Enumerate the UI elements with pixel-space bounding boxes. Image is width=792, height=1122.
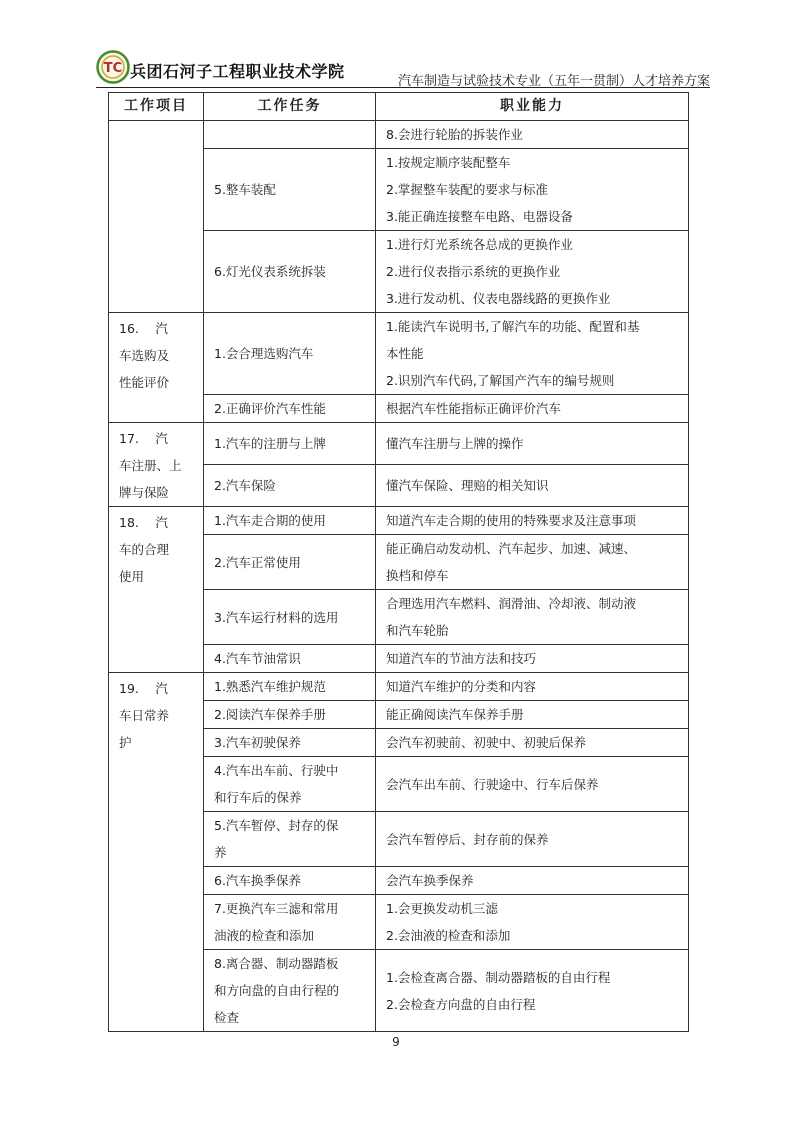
column-header: 工作项目	[109, 93, 204, 121]
ability-item: 3.进行发动机、仪表电器线路的更换作业	[386, 291, 611, 306]
work-project-cell	[109, 507, 204, 673]
ability-cell	[376, 149, 689, 231]
work-task-cell	[204, 645, 376, 673]
work-task-cell	[204, 673, 376, 701]
table-row	[109, 673, 689, 701]
ability-item: 2.会检查方向盘的自由行程	[386, 996, 536, 1012]
work-task-label: 7.更换汽车三滤和常用 油液的检查和添加	[214, 901, 339, 943]
ability-cell	[376, 812, 689, 867]
work-task-label: 6.灯光仪表系统拆装	[214, 264, 326, 279]
work-task-label: 4.汽车出车前、行驶中 和行车后的保养	[214, 763, 339, 805]
work-task-label: 2.正确评价汽车性能	[214, 401, 326, 416]
ability-cell	[376, 313, 689, 395]
work-task-cell	[204, 590, 376, 645]
ability-cell	[376, 507, 689, 535]
work-task-label: 8.离合器、制动器踏板 和方向盘的自由行程的 检查	[214, 956, 340, 1025]
document-title: 汽车制造与试验技术专业（五年一贯制）人才培养方案	[397, 74, 710, 89]
ability-cell	[376, 535, 689, 590]
table-row	[109, 313, 689, 395]
work-task-label: 3.汽车初驶保养	[214, 735, 301, 750]
ability-item: 1.能读汽车说明书,了解汽车的功能、配置和基 本性能	[386, 319, 640, 361]
work-task-label: 1.汽车的注册与上牌	[214, 436, 326, 451]
work-task-cell	[204, 535, 376, 590]
ability-cell	[376, 645, 689, 673]
work-task-label: 1.汽车走合期的使用	[214, 513, 326, 528]
work-task-label: 5.汽车暂停、封存的保 养	[214, 818, 339, 860]
work-task-cell	[204, 465, 376, 507]
work-task-cell	[204, 149, 376, 231]
curriculum-table	[108, 92, 689, 1032]
ability-item: 懂汽车注册与上牌的操作	[386, 436, 524, 451]
ability-item: 会汽车出车前、行驶途中、行车后保养	[386, 776, 599, 792]
ability-item: 合理选用汽车燃料、润滑油、冷却液、制动液 和汽车轮胎	[386, 596, 637, 638]
work-task-cell	[204, 950, 376, 1032]
work-task-cell	[204, 757, 376, 812]
page-number: 9	[392, 1035, 400, 1049]
work-task-cell	[204, 507, 376, 535]
ability-item: 1.进行灯光系统各总成的更换作业	[386, 237, 573, 252]
ability-cell	[376, 729, 689, 757]
work-task-label: 2.汽车保险	[214, 478, 276, 493]
work-task-label: 2.汽车正常使用	[214, 554, 301, 570]
svg-text:TC: TC	[103, 61, 123, 76]
ability-item: 知道汽车维护的分类和内容	[386, 679, 537, 694]
work-project-cell	[109, 423, 204, 507]
ability-item: 能正确阅读汽车保养手册	[386, 707, 524, 722]
ability-cell	[376, 395, 689, 423]
work-project-label: 17. 汽 车注册、上 牌与保险	[119, 431, 182, 500]
work-task-cell	[204, 701, 376, 729]
work-task-cell	[204, 313, 376, 395]
work-project-cell	[109, 673, 204, 1032]
work-project-label: 18. 汽 车的合理 使用	[119, 515, 170, 584]
ability-item: 8.会进行轮胎的拆装作业	[386, 127, 523, 142]
work-task-cell	[204, 812, 376, 867]
work-project-label: 16. 汽 车选购及 性能评价	[119, 321, 170, 390]
table-row	[109, 507, 689, 535]
ability-item: 2.会油液的检查和添加	[386, 928, 511, 943]
work-task-label: 1.会合理选购汽车	[214, 346, 314, 361]
ability-cell	[376, 950, 689, 1032]
work-project-cell	[109, 121, 204, 313]
ability-cell	[376, 701, 689, 729]
ability-item: 1.按规定顺序装配整车	[386, 155, 511, 170]
ability-cell	[376, 121, 689, 149]
ability-cell	[376, 231, 689, 313]
ability-cell	[376, 590, 689, 645]
school-logo-icon	[96, 50, 130, 84]
ability-cell	[376, 895, 689, 950]
work-task-cell	[204, 729, 376, 757]
ability-cell	[376, 423, 689, 465]
ability-cell	[376, 465, 689, 507]
work-task-label: 2.阅读汽车保养手册	[214, 707, 326, 722]
table-header-row	[109, 93, 689, 121]
ability-item: 1.会检查离合器、制动器踏板的自由行程	[386, 969, 611, 985]
work-task-cell	[204, 867, 376, 895]
work-project-label: 19. 汽 车日常养 护	[119, 681, 170, 750]
ability-item: 根据汽车性能指标正确评价汽车	[386, 401, 562, 416]
ability-cell	[376, 757, 689, 812]
work-task-label: 5.整车装配	[214, 182, 276, 197]
column-header: 工作任务	[204, 93, 376, 121]
ability-item: 会汽车换季保养	[386, 873, 474, 888]
header-rule	[96, 87, 710, 88]
ability-item: 能正确启动发动机、汽车起步、加速、减速、 换档和停车	[386, 541, 637, 583]
school-name: 兵团石河子工程职业技术学院	[130, 62, 345, 81]
work-task-cell	[204, 121, 376, 149]
ability-item: 2.识别汽车代码,了解国产汽车的编号规则	[386, 373, 615, 388]
work-task-label: 4.汽车节油常识	[214, 651, 301, 666]
work-task-label: 6.汽车换季保养	[214, 873, 301, 888]
ability-item: 知道汽车的节油方法和技巧	[386, 651, 537, 666]
ability-item: 会汽车暂停后、封存前的保养	[386, 831, 549, 847]
work-task-cell	[204, 395, 376, 423]
work-task-cell	[204, 231, 376, 313]
ability-cell	[376, 867, 689, 895]
table-row	[109, 423, 689, 465]
ability-item: 知道汽车走合期的使用的特殊要求及注意事项	[386, 513, 637, 528]
column-header: 职业能力	[376, 93, 689, 121]
ability-item: 会汽车初驶前、初驶中、初驶后保养	[386, 735, 587, 750]
work-task-label: 3.汽车运行材料的选用	[214, 609, 339, 625]
table-body	[109, 121, 689, 1032]
ability-item: 3.能正确连接整车电路、电器设备	[386, 209, 573, 224]
work-task-cell	[204, 423, 376, 465]
work-task-cell	[204, 895, 376, 950]
ability-item: 1.会更换发动机三滤	[386, 901, 498, 916]
work-project-cell	[109, 313, 204, 423]
ability-cell	[376, 673, 689, 701]
table-row	[109, 121, 689, 149]
ability-item: 2.进行仪表指示系统的更换作业	[386, 264, 561, 279]
page-header	[96, 50, 710, 88]
ability-item: 2.掌握整车装配的要求与标准	[386, 182, 548, 197]
work-task-label: 1.熟悉汽车维护规范	[214, 679, 326, 694]
ability-item: 懂汽车保险、理赔的相关知识	[386, 478, 549, 493]
